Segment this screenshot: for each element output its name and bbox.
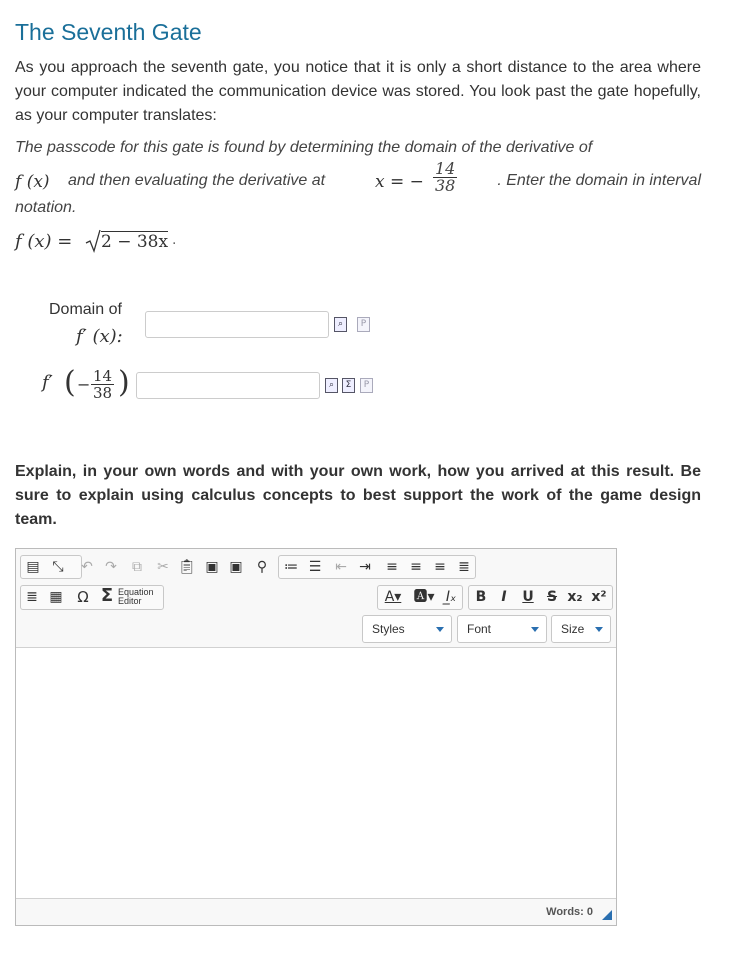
find-icon[interactable]: ⚲ — [256, 559, 268, 575]
fx-math: f (x) — [15, 172, 50, 192]
domain-label: Domain of — [49, 301, 122, 318]
undo-icon[interactable]: ↶ — [81, 559, 93, 575]
right-paren: ) — [118, 365, 130, 400]
chevron-down-icon — [531, 627, 539, 632]
page-title: The Seventh Gate — [15, 19, 202, 45]
styles-dropdown[interactable] — [362, 615, 452, 643]
font-dropdown[interactable] — [457, 615, 547, 643]
text-color-icon[interactable]: A▾ — [384, 589, 402, 605]
sqrt-sign-icon — [85, 229, 101, 253]
equation-editor-label-2: Editor — [118, 596, 142, 606]
remove-format-icon[interactable]: I̲ₓ — [445, 589, 457, 605]
fprime-eval-f: f′ — [42, 372, 53, 393]
size-dropdown[interactable] — [551, 615, 611, 643]
horizontal-rule-icon[interactable]: ≣ — [26, 589, 38, 605]
styles-dropdown-label: Styles — [372, 622, 405, 636]
eval-minus: − — [77, 375, 91, 394]
x-eq-math: x = − — [375, 172, 424, 192]
font-dropdown-label: Font — [467, 622, 492, 636]
eval-fraction-num: 14 — [93, 367, 113, 385]
outdent-icon[interactable]: ⇤ — [335, 559, 347, 575]
chevron-down-icon — [595, 627, 603, 632]
superscript-icon[interactable]: x² — [591, 589, 607, 605]
equation-editor-button[interactable] — [118, 588, 154, 606]
eval-fraction-den: 38 — [93, 384, 113, 402]
editor-footer — [16, 898, 616, 925]
and-then-text: and then evaluating the derivative at — [68, 172, 326, 189]
derivative-value-input[interactable] — [136, 372, 320, 399]
sqrt-argument: 2 − 38x — [101, 232, 169, 252]
table-icon[interactable]: ▦ — [49, 589, 63, 605]
preview-icon[interactable]: ⌕ — [325, 378, 338, 393]
function-lhs: f (x) = — [15, 231, 73, 252]
passcode-line-2 — [15, 159, 701, 199]
explain-prompt: Explain, in your own words and with your own work, how you arrived at this result. Be sure to explain using calculus concepts to best support the work of the game design team. — [15, 463, 701, 528]
source-icon[interactable]: ▤ — [26, 559, 40, 575]
paste-word-icon[interactable]: ▣ — [229, 559, 243, 575]
enter-domain-text: . Enter the domain in interval — [497, 172, 701, 189]
chevron-down-icon — [436, 627, 444, 632]
indent-icon[interactable]: ⇥ — [359, 559, 371, 575]
equation-editor-icon[interactable]: Σ — [342, 378, 355, 393]
justify-icon[interactable]: ≣ — [458, 559, 470, 575]
size-dropdown-label: Size — [561, 622, 585, 636]
help-doc-icon[interactable]: P — [360, 378, 373, 393]
eval-fraction — [91, 368, 114, 401]
passcode-line: The passcode for this gate is found by determining the domain of the derivative of — [15, 139, 593, 156]
rich-text-editor — [15, 548, 617, 926]
intro-paragraph: As you approach the seventh gate, you notice that it is only a short distance to the area where your computer indicated the communication device was stored. You look past the gate hopefully, as your computer translates: — [15, 59, 701, 124]
editor-content-area[interactable] — [16, 648, 616, 898]
left-paren: ( — [64, 365, 76, 400]
background-color-icon[interactable]: 🅰︎▾ — [413, 589, 435, 605]
underline-icon[interactable]: U — [522, 589, 534, 605]
sigma-equation-icon[interactable]: Σ — [100, 585, 114, 606]
notation-text: notation. — [15, 199, 77, 216]
omega-special-char-icon[interactable]: Ω — [77, 588, 89, 606]
word-count: Words: 0 — [546, 906, 593, 918]
help-doc-icon[interactable]: P — [357, 317, 370, 332]
function-definition — [15, 229, 315, 255]
paste-icon[interactable]: 📋︎ — [178, 559, 196, 575]
preview-icon[interactable]: ⌕ — [334, 317, 347, 332]
subscript-icon[interactable]: x₂ — [567, 589, 583, 605]
maximize-icon[interactable]: ⤡ — [52, 559, 64, 575]
align-right-icon[interactable]: ≡ — [434, 559, 446, 575]
resize-handle-icon[interactable] — [602, 910, 612, 920]
bulleted-list-icon[interactable]: ☰ — [308, 559, 322, 575]
numbered-list-icon[interactable]: ≔ — [284, 559, 298, 575]
cut-icon[interactable]: ✂ — [157, 559, 169, 575]
align-left-icon[interactable]: ≡ — [386, 559, 398, 575]
editor-toolbar — [16, 549, 616, 648]
domain-input[interactable] — [145, 311, 329, 338]
align-center-icon[interactable]: ≡ — [410, 559, 422, 575]
function-end: . — [172, 231, 177, 248]
bold-icon[interactable]: B — [475, 589, 487, 605]
paste-text-icon[interactable]: ▣ — [205, 559, 219, 575]
italic-icon[interactable]: I — [501, 589, 507, 605]
fprime-eval-label — [42, 366, 134, 406]
fprime-label: f′ (x): — [76, 326, 123, 347]
x-fraction-num: 14 — [435, 159, 456, 178]
x-fraction — [433, 161, 457, 194]
x-fraction-den: 38 — [435, 176, 456, 195]
strikethrough-icon[interactable]: S — [546, 589, 558, 605]
copy-icon[interactable]: ⧉ — [132, 559, 142, 575]
redo-icon[interactable]: ↷ — [105, 559, 117, 575]
equation-editor-label-1: Equation — [118, 587, 154, 597]
